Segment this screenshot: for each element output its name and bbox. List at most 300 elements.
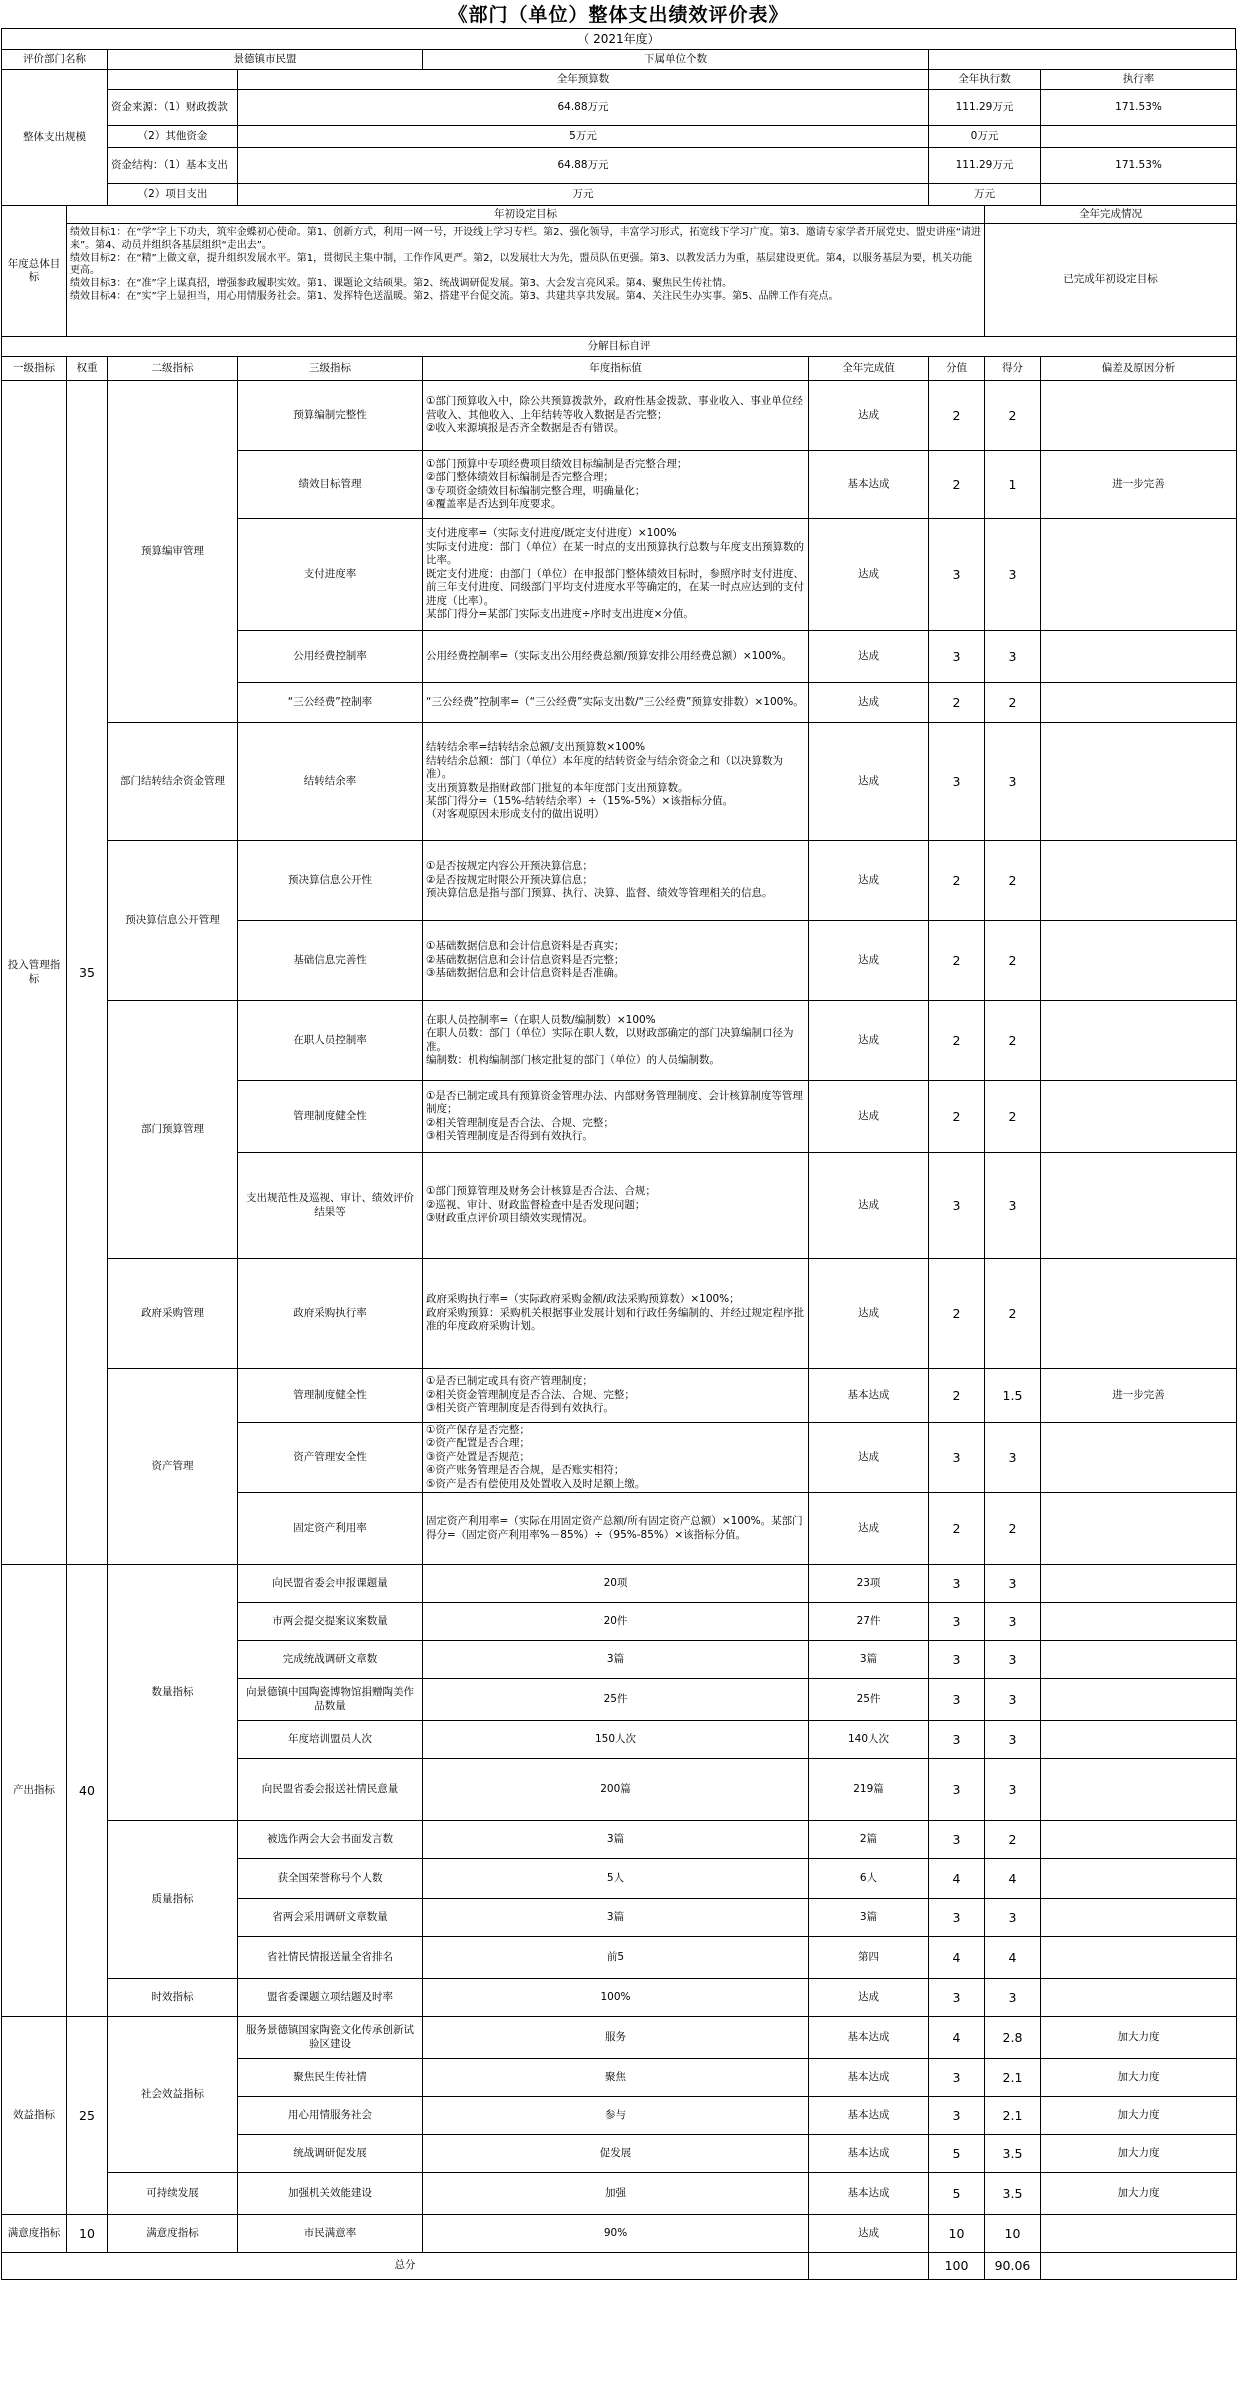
score-value: 4 [929,1937,985,1979]
level1-weight: 25 [67,2017,108,2215]
target-value [423,1979,809,2017]
target-line: ①部门预算中专项经费项目绩效目标编制是否完整合理； [426,457,688,470]
target-value [423,1821,809,1859]
done-value: 基本达成 [809,2097,929,2135]
deviation-value: 加大力度 [1041,2173,1237,2215]
target-value [423,2017,809,2059]
got-value: 2 [985,921,1041,1001]
deviation-value [1041,1899,1237,1937]
got-value: 10 [985,2215,1041,2253]
target-line: ③基础数据信息和会计信息资料是否准确。 [426,967,625,980]
deviation-value: 进一步完善 [1041,1369,1237,1423]
col-budget: 全年预算数 [238,70,929,90]
score-value: 2 [929,1001,985,1081]
level3-indicator: 省社情民情报送量全省排名 [238,1937,423,1979]
level3-indicator: 管理制度健全性 [238,1369,423,1423]
score-value: 3 [929,631,985,683]
target-value [423,921,809,1001]
deviation-value [1041,1001,1237,1081]
level1-weight: 35 [67,381,108,1565]
target-line: 预决算信息是指与部门预算、执行、决算、监督、绩效等管理相关的信息。 [426,887,773,900]
level2-indicator: 部门预算管理 [108,1001,238,1259]
level3-indicator: 向民盟省委会申报课题量 [238,1565,423,1603]
deviation-value [1041,381,1237,451]
level2-indicator: 资产管理 [108,1369,238,1565]
target-line: 支出预算数是指财政部门批复的本年度部门支出预算数。 [426,781,689,794]
deviation-value [1041,1259,1237,1369]
score-value: 3 [929,1423,985,1493]
score-value: 2 [929,841,985,921]
level1-indicator: 效益指标 [2,2017,67,2215]
got-value: 2 [985,683,1041,723]
goals-col-done: 全年完成情况 [985,206,1237,224]
target-value [423,1679,809,1721]
target-line: 20项 [603,1576,628,1589]
target-line: ②巡视、审计、财政监督检查中是否发现问题； [426,1198,646,1211]
target-value [423,1899,809,1937]
target-line: ②资产配置是否合理； [426,1437,530,1450]
score-value: 10 [929,2215,985,2253]
target-line: 在职人员数：部门（单位）实际在职人数，以财政部确定的部门决算编制口径为准。 [426,1027,794,1053]
goal-item: 绩效目标3：在“准”字上谋真招，增强参政履职实效。第1、课题论文结硕果。第2、统战调研促发展。第3、大会发言亮风采。第4、聚焦民生传社情。 [70,278,733,290]
level3-indicator: 省两会采用调研文章数量 [238,1899,423,1937]
target-line: ③资产处置是否规范； [426,1450,530,1463]
score-value: 2 [929,1369,985,1423]
table-row [2,1821,1237,1859]
target-line: ②部门整体绩效目标编制是否完整合理； [426,471,614,484]
table-row [2,2017,1237,2059]
got-value: 3 [985,1153,1041,1259]
target-line: ①部门预算管理及财务会计核算是否合法、合规； [426,1185,656,1198]
target-line: 100% [600,1990,631,2003]
got-value: 3 [985,631,1041,683]
target-value [423,1153,809,1259]
col-weight: 权重 [67,357,108,381]
target-line: 3篇 [606,1910,625,1923]
target-value [423,2173,809,2215]
done-value: 2篇 [809,1821,929,1859]
got-value: 2.1 [985,2059,1041,2097]
goals-done: 已完成年初设定目标 [985,224,1237,337]
target-line: 25件 [603,1692,628,1705]
target-line: ④覆盖率是否达到年度要求。 [426,497,562,510]
deviation-value [1041,1423,1237,1493]
deviation-value [1041,1821,1237,1859]
score-value: 3 [929,1979,985,2017]
score-value: 5 [929,2173,985,2215]
level1-indicator: 投入管理指标 [2,381,67,1565]
target-value [423,1001,809,1081]
table-row [2,841,1237,921]
score-value: 3 [929,1603,985,1641]
done-value: 达成 [809,2215,929,2253]
eval-header-row [2,357,1237,381]
level2-indicator: 数量指标 [108,1565,238,1821]
done-value: 达成 [809,1423,929,1493]
done-value: 达成 [809,683,929,723]
done-value: 基本达成 [809,1369,929,1423]
done-value: 140人次 [809,1721,929,1759]
deviation-value [1041,921,1237,1001]
score-value: 3 [929,723,985,841]
level3-indicator: 政府采购执行率 [238,1259,423,1369]
deviation-value [1041,2215,1237,2253]
scale-row-budget: 64.88万元 [238,148,929,184]
target-line: 结转结余总额：部门（单位）本年度的结转资金与结余资金之和（以决算数为准）。 [426,754,783,781]
target-line: 某部门得分=某部门实际支出进度÷序时支出进度×分值。 [426,608,694,621]
level2-indicator: 预算编审管理 [108,381,238,723]
target-line: 公用经费控制率=（实际支出公用经费总额/预算安排公用经费总额）×100%。 [426,649,793,662]
score-value: 2 [929,1493,985,1565]
target-line: 3篇 [606,1832,625,1845]
score-value: 3 [929,1821,985,1859]
table-row [2,723,1237,841]
target-value [423,2135,809,2173]
col-got: 得分 [985,357,1041,381]
scale-row-exec: 111.29万元 [929,90,1041,126]
level3-indicator: 服务景德镇国家陶瓷文化传承创新试验区建设 [238,2017,423,2059]
target-value [423,1081,809,1153]
done-value: 达成 [809,1979,929,2017]
got-value: 3 [985,1721,1041,1759]
deviation-value [1041,1641,1237,1679]
done-value: 达成 [809,1081,929,1153]
done-value: 达成 [809,631,929,683]
year-label: （ 2021年度） [1,28,1236,49]
got-value: 2 [985,841,1041,921]
target-value [423,1759,809,1821]
level3-indicator: 向景德镇中国陶瓷博物馆捐赠陶美作品数量 [238,1679,423,1721]
got-value: 2 [985,381,1041,451]
table-row [2,2173,1237,2215]
level3-indicator: 绩效目标管理 [238,451,423,519]
got-value: 3 [985,1423,1041,1493]
score-value: 3 [929,2059,985,2097]
dept-label: 评价部门名称 [2,50,108,70]
scale-row-rate [1041,126,1237,148]
target-line: 90% [603,2226,628,2239]
deviation-value [1041,1603,1237,1641]
deviation-value [1041,1979,1237,2017]
target-line: 支付进度率=（实际支付进度/既定支付进度）×100% [426,527,677,540]
scale-label: 整体支出规模 [2,70,108,206]
target-line: ②相关管理制度是否合法、合规、完整； [426,1116,614,1129]
level3-indicator: 市民满意率 [238,2215,423,2253]
done-value: 达成 [809,921,929,1001]
target-value [423,1493,809,1565]
scale-row-exec: 万元 [929,184,1041,206]
level3-indicator: 获全国荣誉称号个人数 [238,1859,423,1899]
got-value: 3 [985,519,1041,631]
done-value: 基本达成 [809,2059,929,2097]
level3-indicator: 完成统战调研文章数 [238,1641,423,1679]
goals-text [67,224,985,337]
col-target: 年度指标值 [423,357,809,381]
deviation-value [1041,1679,1237,1721]
got-value: 4 [985,1937,1041,1979]
level3-indicator: 加强机关效能建设 [238,2173,423,2215]
target-line: 20件 [603,1614,628,1627]
target-value [423,2215,809,2253]
total-got: 90.06 [985,2253,1041,2280]
deviation-value [1041,1721,1237,1759]
score-value: 4 [929,2017,985,2059]
got-value: 2 [985,1493,1041,1565]
target-line: ②是否按规定时限公开预决算信息； [426,873,593,886]
target-line: ①资产保存是否完整； [426,1424,530,1436]
deviation-value: 加大力度 [1041,2059,1237,2097]
level3-indicator: 用心用情服务社会 [238,2097,423,2135]
table-row [2,1565,1237,1603]
scale-row-label: （2）项目支出 [108,184,238,206]
target-line: ⑤资产是否有偿使用及处置收入及时足额上缴。 [426,1477,646,1490]
level3-indicator: 支付进度率 [238,519,423,631]
level2-indicator: 时效指标 [108,1979,238,2017]
deviation-value [1041,519,1237,631]
target-line: ③财政重点评价项目绩效实现情况。 [426,1212,593,1225]
deviation-value [1041,631,1237,683]
score-value: 2 [929,451,985,519]
goals-label: 年度总体目标 [2,206,67,337]
score-value: 4 [929,1859,985,1899]
score-value: 3 [929,1759,985,1821]
total-row [2,2253,1237,2280]
deviation-value [1041,683,1237,723]
target-line: 固定资产利用率=（实际在用固定资产总额/所有固定资产总额）×100%。某部门得分=（固定资产利用率%－85%）÷（95%-85%）×该指标分值。 [426,1515,803,1541]
score-value: 3 [929,1153,985,1259]
done-value: 6人 [809,1859,929,1899]
deviation-value [1041,1565,1237,1603]
score-value: 3 [929,1899,985,1937]
got-value: 2.8 [985,2017,1041,2059]
level3-indicator: 聚焦民生传社情 [238,2059,423,2097]
summary-table [1,49,1237,2280]
target-line: 前5 [606,1950,625,1963]
got-value: 3 [985,1603,1041,1641]
done-value: 23项 [809,1565,929,1603]
scale-row-rate: 171.53% [1041,148,1237,184]
level3-indicator: 基础信息完善性 [238,921,423,1001]
target-value [423,1259,809,1369]
score-value: 3 [929,1565,985,1603]
goal-item: 绩效目标2：在“精”上做文章，提升组织发展水平。第1，贯彻民主集中制，工作作风更严。第2，以发展壮大为先，盟员队伍更强。第3、以教发活力为重，基层建设更优。第4，以服务基层为要，机关功能更高。 [70,252,973,277]
target-line: 3篇 [606,1652,625,1665]
table-row [2,1369,1237,1423]
level3-indicator: 公用经费控制率 [238,631,423,683]
got-value: 2 [985,1821,1041,1859]
level3-indicator: 资产管理安全性 [238,1423,423,1493]
got-value: 3.5 [985,2173,1041,2215]
level1-indicator: 满意度指标 [2,2215,67,2253]
done-value: 219篇 [809,1759,929,1821]
score-value: 3 [929,1721,985,1759]
scale-row-rate [1041,184,1237,206]
deviation-value [1041,723,1237,841]
got-value: 3 [985,1979,1041,2017]
target-value [423,1369,809,1423]
target-value [423,1423,809,1493]
target-line: ①部门预算收入中，除公共预算拨款外，政府性基金拨款、事业收入、事业单位经营收入、其他收入、上年结转等收入数据是否完整； [426,395,803,421]
target-value [423,683,809,723]
level3-indicator: 固定资产利用率 [238,1493,423,1565]
done-value: 达成 [809,1153,929,1259]
col-deviation: 偏差及原因分析 [1041,357,1237,381]
target-line: 政府采购预算：采购机关根据事业发展计划和行政任务编制的、并经过规定程序批准的年度政府采购计划。 [426,1306,804,1333]
done-value: 3篇 [809,1641,929,1679]
level2-indicator: 质量指标 [108,1821,238,1979]
target-line: “三公经费”控制率=（“三公经费”实际支出数/“三公经费”预算安排数）×100%。 [426,695,804,708]
target-line: 150人次 [594,1732,637,1745]
target-line: 实际支付进度：部门（单位）在某一时点的支出预算执行总数与年度支出预算数的比率。 [426,540,804,567]
target-line: ④资产账务管理是否合规，是否账实相符； [426,1464,625,1477]
col-score: 分值 [929,357,985,381]
done-value: 达成 [809,841,929,921]
target-line: 促发展 [599,2146,632,2159]
done-value: 达成 [809,1493,929,1565]
eval-body [2,381,1237,2253]
done-value: 基本达成 [809,2173,929,2215]
done-value: 27件 [809,1603,929,1641]
score-value: 2 [929,1081,985,1153]
scale-row-exec: 111.29万元 [929,148,1041,184]
table-row [2,381,1237,451]
deviation-value [1041,1493,1237,1565]
target-value [423,1603,809,1641]
level3-indicator: 向民盟省委会报送社情民意量 [238,1759,423,1821]
target-line: ③专项资金绩效目标编制完整合理，明确量化； [426,484,646,497]
target-line: 参与 [605,2108,626,2121]
target-value [423,841,809,921]
deviation-value: 加大力度 [1041,2017,1237,2059]
score-value: 3 [929,2097,985,2135]
target-line: ③相关资产管理制度是否得到有效执行。 [426,1402,614,1415]
got-value: 3 [985,1899,1041,1937]
got-value: 2 [985,1001,1041,1081]
target-line: （对客观原因未形成支付的做出说明） [426,808,605,821]
level3-indicator: 预算编制完整性 [238,381,423,451]
target-value [423,519,809,631]
score-value: 2 [929,381,985,451]
target-line: 结转结余率=结转结余总额/支出预算数×100% [426,741,646,754]
target-line: 编制数：机构编制部门核定批复的部门（单位）的人员编制数。 [426,1053,720,1066]
level2-indicator: 部门结转结余资金管理 [108,723,238,841]
target-line: 200篇 [600,1782,631,1795]
got-value: 2.1 [985,2097,1041,2135]
done-value: 3篇 [809,1899,929,1937]
score-value: 2 [929,1259,985,1369]
deviation-value [1041,1153,1237,1259]
target-line: 聚焦 [605,2070,626,2083]
score-value: 5 [929,2135,985,2173]
goals-col-set: 年初设定目标 [67,206,985,224]
done-value: 达成 [809,1259,929,1369]
scale-row-label: 资金结构：（1）基本支出 [108,148,238,184]
level3-indicator: 被选作两会大会书面发言数 [238,1821,423,1859]
col-done: 全年完成值 [809,357,929,381]
score-value: 2 [929,683,985,723]
got-value: 3 [985,1759,1041,1821]
target-line: 5人 [606,1871,625,1884]
scale-row-budget: 5万元 [238,126,929,148]
level3-indicator: 在职人员控制率 [238,1001,423,1081]
scale-row-label: （2）其他资金 [108,126,238,148]
target-value [423,1641,809,1679]
level3-indicator: 支出规范性及巡视、审计、绩效评价结果等 [238,1153,423,1259]
got-value: 1.5 [985,1369,1041,1423]
score-value: 2 [929,921,985,1001]
col-exec: 全年执行数 [929,70,1041,90]
level3-indicator: 年度培训盟员人次 [238,1721,423,1759]
col-level3: 三级指标 [238,357,423,381]
done-value: 基本达成 [809,2017,929,2059]
total-label: 总分 [2,2253,809,2280]
sub-units-value [929,50,1237,70]
level2-indicator: 可持续发展 [108,2173,238,2215]
page-title: 《部门（单位）整体支出绩效评价表》 [448,4,789,26]
level1-weight: 10 [67,2215,108,2253]
done-value: 达成 [809,723,929,841]
table-row [2,2215,1237,2253]
level1-indicator: 产出指标 [2,1565,67,2017]
dept-value: 景德镇市民盟 [108,50,423,70]
deviation-value: 进一步完善 [1041,451,1237,519]
target-value [423,2059,809,2097]
got-value: 3 [985,1641,1041,1679]
col-level1: 一级指标 [2,357,67,381]
deviation-value: 加大力度 [1041,2135,1237,2173]
deviation-value [1041,841,1237,921]
score-value: 3 [929,1679,985,1721]
table-row [2,1259,1237,1369]
score-value: 3 [929,519,985,631]
got-value: 3 [985,1679,1041,1721]
deviation-value [1041,1937,1237,1979]
target-line: ②收入来源填报是否齐全数据是否有错误。 [426,422,625,435]
done-value: 第四 [809,1937,929,1979]
done-value: 达成 [809,1001,929,1081]
col-rate: 执行率 [1041,70,1237,90]
done-value: 基本达成 [809,2135,929,2173]
target-line: 某部门得分=（15%-结转结余率）÷（15%-5%）×该指标分值。 [426,794,734,807]
level3-indicator: “三公经费”控制率 [238,683,423,723]
level3-indicator: 预决算信息公开性 [238,841,423,921]
target-line: ②基础数据信息和会计信息资料是否完整； [426,953,625,966]
done-value: 达成 [809,519,929,631]
deviation-value: 加大力度 [1041,2097,1237,2135]
scale-row-budget: 64.88万元 [238,90,929,126]
target-line: ①是否按规定内容公开预决算信息； [426,860,593,873]
total-score: 100 [929,2253,985,2280]
level2-indicator: 满意度指标 [108,2215,238,2253]
target-value [423,1721,809,1759]
col-level2: 二级指标 [108,357,238,381]
level3-indicator: 结转结余率 [238,723,423,841]
scale-row-budget: 万元 [238,184,929,206]
got-value: 2 [985,1259,1041,1369]
table-row [2,1001,1237,1081]
level3-indicator: 统战调研促发展 [238,2135,423,2173]
target-line: ①基础数据信息和会计信息资料是否真实； [426,940,625,953]
got-value: 3.5 [985,2135,1041,2173]
got-value: 4 [985,1859,1041,1899]
sub-units-label: 下属单位个数 [423,50,929,70]
target-line: 加强 [605,2186,626,2199]
done-value: 达成 [809,381,929,451]
target-value [423,1565,809,1603]
scale-row-label: 资金来源：（1）财政拨款 [108,90,238,126]
target-line: ③相关管理制度是否得到有效执行。 [426,1129,593,1142]
deviation-value [1041,1859,1237,1899]
